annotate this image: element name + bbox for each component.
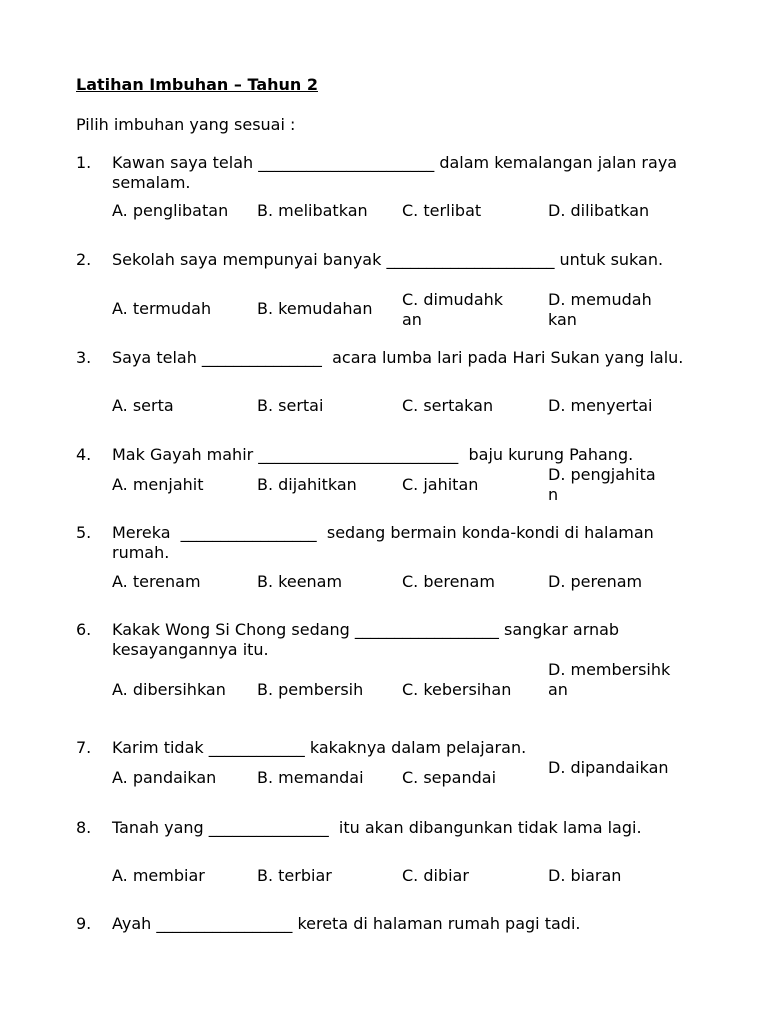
question-number: 9.	[76, 914, 92, 933]
option-a: A. pandaikan	[112, 768, 217, 787]
option-a: A. dibersihkan	[112, 680, 226, 699]
option-d: D. menyertai	[548, 396, 653, 415]
option-b: B. sertai	[257, 396, 324, 415]
question-text: Mereka _________________ sedang bermain konda-kondi di halaman rumah.	[112, 523, 659, 562]
option-c: C. berenam	[402, 572, 495, 591]
question-number: 4.	[76, 445, 92, 464]
option-b: B. melibatkan	[257, 201, 368, 220]
option-c: C. jahitan	[402, 475, 479, 494]
question-number: 5.	[76, 523, 92, 542]
option-b: B. dijahitkan	[257, 475, 357, 494]
option-a: A. penglibatan	[112, 201, 229, 220]
option-c: C. sepandai	[402, 768, 497, 787]
page-title: Latihan Imbuhan – Tahun 2	[76, 75, 318, 94]
option-d: D. perenam	[548, 572, 643, 591]
instruction-text: Pilih imbuhan yang sesuai :	[76, 115, 296, 134]
option-d: D. biaran	[548, 866, 622, 885]
question-number: 2.	[76, 250, 92, 269]
question-number: 3.	[76, 348, 92, 367]
question-text: Karim tidak ____________ kakaknya dalam pelajaran.	[112, 738, 527, 757]
option-d: D. membersihkan	[548, 660, 671, 699]
option-a: A. terenam	[112, 572, 201, 591]
question-text: Ayah _________________ kereta di halaman rumah pagi tadi.	[112, 914, 581, 933]
question-number: 1.	[76, 153, 92, 172]
question-text: Tanah yang _______________ itu akan dibangunkan tidak lama lagi.	[112, 818, 642, 837]
option-a: A. menjahit	[112, 475, 204, 494]
option-a: A. serta	[112, 396, 174, 415]
option-d: D. dilibatkan	[548, 201, 650, 220]
question-text: Kawan saya telah ______________________ dalam kemalangan jalan raya semalam.	[112, 153, 683, 192]
option-d: D. pengjahitan	[548, 465, 656, 504]
question-text: Saya telah _______________ acara lumba lari pada Hari Sukan yang lalu.	[112, 348, 684, 367]
question-number: 8.	[76, 818, 92, 837]
question-number: 7.	[76, 738, 92, 757]
option-d: D. dipandaikan	[548, 758, 669, 777]
option-d: D. memudahkan	[548, 290, 652, 329]
option-c: C. kebersihan	[402, 680, 512, 699]
option-b: B. kemudahan	[257, 299, 373, 318]
question-text: Kakak Wong Si Chong sedang __________________ sangkar arnab kesayangannya itu.	[112, 620, 625, 659]
option-a: A. membiar	[112, 866, 205, 885]
option-c: C. dibiar	[402, 866, 469, 885]
option-b: B. pembersih	[257, 680, 364, 699]
option-b: B. terbiar	[257, 866, 332, 885]
question-number: 6.	[76, 620, 92, 639]
option-c: C. dimudahkan	[402, 290, 504, 329]
question-text: Mak Gayah mahir _________________________ baju kurung Pahang.	[112, 445, 634, 464]
option-c: C. terlibat	[402, 201, 482, 220]
question-text: Sekolah saya mempunyai banyak _____________________ untuk sukan.	[112, 250, 664, 269]
option-c: C. sertakan	[402, 396, 494, 415]
option-a: A. termudah	[112, 299, 212, 318]
option-b: B. memandai	[257, 768, 364, 787]
option-b: B. keenam	[257, 572, 343, 591]
